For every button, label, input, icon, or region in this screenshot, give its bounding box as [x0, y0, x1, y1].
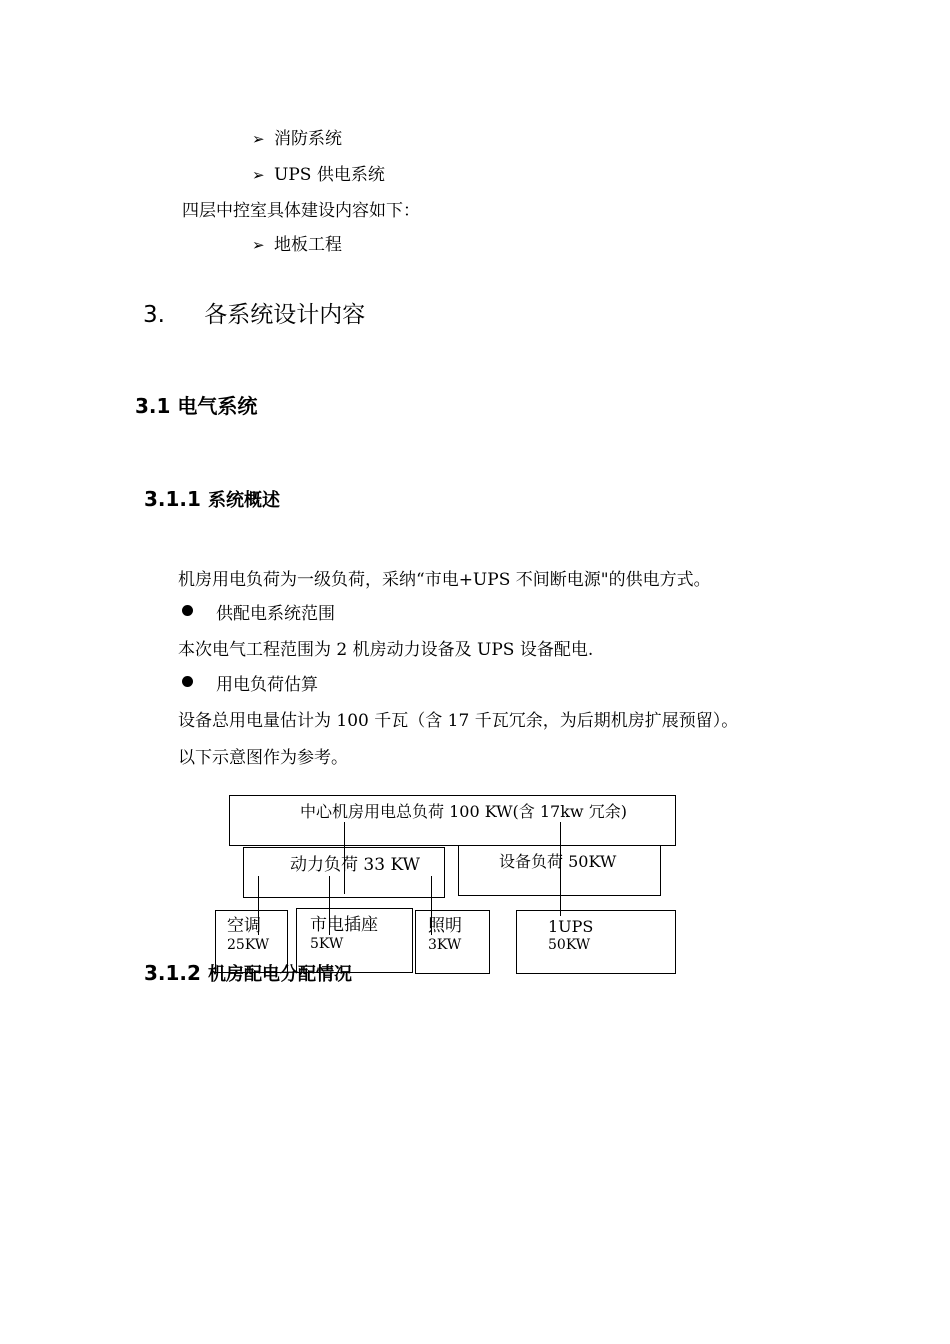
diagram-label-equipment-load: 设备负荷 50KW	[499, 852, 617, 871]
arrow-bullet-icon: ➢	[252, 236, 265, 254]
list-item	[252, 160, 385, 185]
list-item	[252, 230, 342, 255]
diagram-connector	[431, 876, 432, 935]
round-bullet-icon	[182, 605, 193, 616]
diagram-label-outlet-name: 市电插座	[310, 915, 378, 935]
bullet-supply-scope: 供配电系统范围	[216, 604, 335, 624]
diagram-connector	[560, 822, 561, 916]
section-number: 3.	[143, 302, 165, 328]
diagram-box-ups	[516, 910, 676, 974]
paragraph-estimate: 设备总用电量估计为 100 千瓦（含 17 千瓦冗余，为后期机房扩展预留）。	[178, 711, 739, 731]
diagram-label-total-load: 中心机房用电总负荷 100 KW(含 17kw 冗余)	[300, 802, 627, 821]
diagram-label-ups-name: 1UPS	[548, 917, 594, 936]
round-bullet-icon	[182, 676, 193, 687]
diagram-connector	[258, 876, 259, 935]
arrow-bullet-icon: ➢	[252, 166, 265, 184]
list-item-label: 地板工程	[274, 235, 342, 255]
section-number: 3.1.2	[144, 961, 201, 985]
diagram-label-ac-value: 25KW	[227, 937, 270, 953]
section-title: 各系统设计内容	[204, 302, 366, 328]
section-title: 机房配电分配情况	[208, 964, 353, 985]
diagram-label-outlet-value: 5KW	[310, 936, 344, 952]
fourth-floor-intro: 四层中控室具体建设内容如下：	[182, 201, 420, 221]
paragraph-power-mode: 机房用电负荷为一级负荷，采纳“市电+UPS 不间断电源"的供电方式。	[178, 570, 711, 590]
list-item-label: UPS 供电系统	[274, 165, 385, 185]
section-heading-3-1-1	[144, 486, 280, 512]
paragraph-reference: 以下示意图作为参考。	[178, 748, 348, 768]
list-item	[252, 124, 342, 149]
diagram-label-power-load: 动力负荷 33 KW	[290, 855, 421, 875]
bullet-load-estimate: 用电负荷估算	[216, 675, 318, 695]
section-number: 3.1.1	[144, 487, 201, 511]
diagram-label-ac-name: 空调	[227, 916, 261, 936]
list-item-label: 消防系统	[274, 129, 342, 149]
section-heading-3	[143, 296, 365, 329]
diagram-label-lighting-value: 3KW	[428, 937, 462, 953]
diagram-label-lighting-name: 照明	[428, 916, 462, 936]
section-title: 系统概述	[208, 490, 281, 511]
arrow-bullet-icon: ➢	[252, 130, 265, 148]
diagram-label-ups-value: 50KW	[548, 937, 591, 953]
paragraph-scope: 本次电气工程范围为 2 机房动力设备及 UPS 设备配电.	[178, 640, 594, 660]
section-heading-3-1: 3.1 电气系统	[135, 394, 258, 418]
diagram-connector	[329, 876, 330, 935]
diagram-connector	[344, 822, 345, 894]
